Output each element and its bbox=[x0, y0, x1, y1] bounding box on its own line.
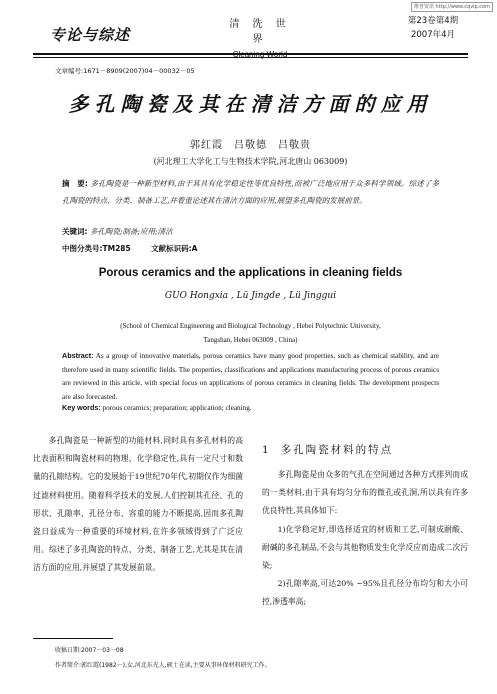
footnote-rule bbox=[33, 638, 113, 639]
introduction-paragraph: 多孔陶瓷是一种新型的功能材料,同时具有多孔材料的高比表面积和陶瓷材料的物理、化学稳定性,具有一定尺寸和数量的孔隙结构。它的发展始于19世纪70年代,初期仅作为细菌过滤材料使用。随着科学技术的发展,人们控制其孔径、孔的形状、孔隙率、孔径分布、容重的能力不断提高,因而多孔陶瓷日益成为一种重要的环境材料,在许多领域得到了广泛应用。综述了多孔陶瓷的特点、分类、制备工艺,尤其是其在清洁方面的应用,并展望了其发展前景。 bbox=[33, 436, 243, 573]
keywords-en-label: Key words: bbox=[62, 403, 101, 412]
doc-code-label: 文献标识码: bbox=[151, 244, 192, 253]
abstract-cn bbox=[62, 175, 439, 209]
section-number: 1 bbox=[262, 444, 271, 456]
section-paragraph: 2)孔隙率高,可达20% ~95%且孔径分布均匀和大小可控,渗透率高; bbox=[262, 579, 468, 607]
volume-issue: 第23卷第4期 bbox=[407, 16, 459, 26]
journal-name-cn: 清 洗 世 界 bbox=[229, 19, 291, 45]
clc-label: 中图分类号: bbox=[62, 244, 103, 253]
abstract-en-label: Abstract: bbox=[62, 351, 94, 360]
paper-title-en: Porous ceramics and the applications in cleaning fields bbox=[98, 267, 403, 279]
header-rule bbox=[33, 53, 468, 55]
keywords-cn bbox=[62, 226, 439, 237]
doc-code-value: A bbox=[191, 244, 198, 253]
keywords-en-text: porous ceramics; preparation; application; cleaning. bbox=[102, 404, 252, 412]
issue-date: 2007年4月 bbox=[410, 30, 456, 40]
abstract-en-text: As a group of innovative materials, porous ceramics have many good properties, such as chemical stability, and are therefore used in many scientific fields. The properties, classifications and applications manufacturing process of porous ceramics are reviewed in this article, with special focus on applications of porous ceramics in cleaning fields. The development prospects are also forecasted. bbox=[62, 352, 439, 401]
clc-value: TM285 bbox=[102, 244, 131, 253]
journal-section-title: 专论与综述 bbox=[50, 26, 131, 44]
affiliation-en-line2: Tangshan, Hebei 063009 , China) bbox=[203, 336, 298, 344]
abstract-en bbox=[62, 349, 439, 404]
abstract-cn-text: 多孔陶瓷是一种新型材料,由于其具有化学稳定性等优良特性,而被广泛地应用于众多科学领域。综述了多孔陶瓷的特点、分类、制备工艺,并着重论述其在清洁方面的应用,展望多孔陶瓷的发展前景。 bbox=[62, 179, 440, 205]
authors-en: GUO Hongxia , Lü Jingde , Lü Jinggui bbox=[164, 291, 337, 301]
paper-title-cn: 多孔陶瓷及其在清洁方面的应用 bbox=[68, 92, 433, 116]
authors-cn: 郭红霞 吕敬德 吕敬贵 bbox=[190, 140, 311, 151]
keywords-cn-label: 关键词: bbox=[62, 227, 88, 236]
section-heading bbox=[262, 442, 393, 457]
article-number: 文章编号:1671－8909(2007)04－00032－05 bbox=[55, 67, 195, 75]
section-body bbox=[262, 466, 468, 612]
section-paragraph: 多孔陶瓷是由众多的气孔在空间通过各种方式排列而成的一类材料,由于具有均匀分布的微孔或孔洞,所以具有许多优良特性,其具体如下: bbox=[262, 470, 468, 516]
section-title: 多孔陶瓷材料的特点 bbox=[280, 444, 394, 456]
affiliation-en-line1: (School of Chemical Engineering and Biological Technology , Hebei Polytechnic University, bbox=[120, 322, 381, 330]
received-date: 收稿日期:2007－03－08 bbox=[55, 647, 124, 654]
affiliation-cn: (河北理工大学化工与生物技术学院,河北唐山 063009) bbox=[153, 157, 348, 166]
header-rule-thin bbox=[33, 57, 468, 58]
classification bbox=[62, 243, 439, 254]
keywords-en bbox=[62, 403, 439, 412]
affiliation-en bbox=[80, 319, 421, 347]
issue-info bbox=[403, 14, 463, 42]
section-paragraph: 1)化学稳定好,即选择适宜的材质和工艺,可制成耐酸、耐碱的多孔制品,不会与其他物质发生化学反应而造成二次污染; bbox=[262, 524, 468, 571]
abstract-cn-label: 摘 要: bbox=[62, 179, 88, 188]
watermark: 维普资讯 http://www.cqvip.com bbox=[411, 2, 493, 12]
author-bio: 作者简介:郭红霞(1982－),女,河北东光人,硕士在读,主要从事环保材料研究工作。 bbox=[55, 662, 271, 669]
keywords-cn-text: 多孔陶瓷;制备;应用;清洁 bbox=[89, 227, 173, 236]
